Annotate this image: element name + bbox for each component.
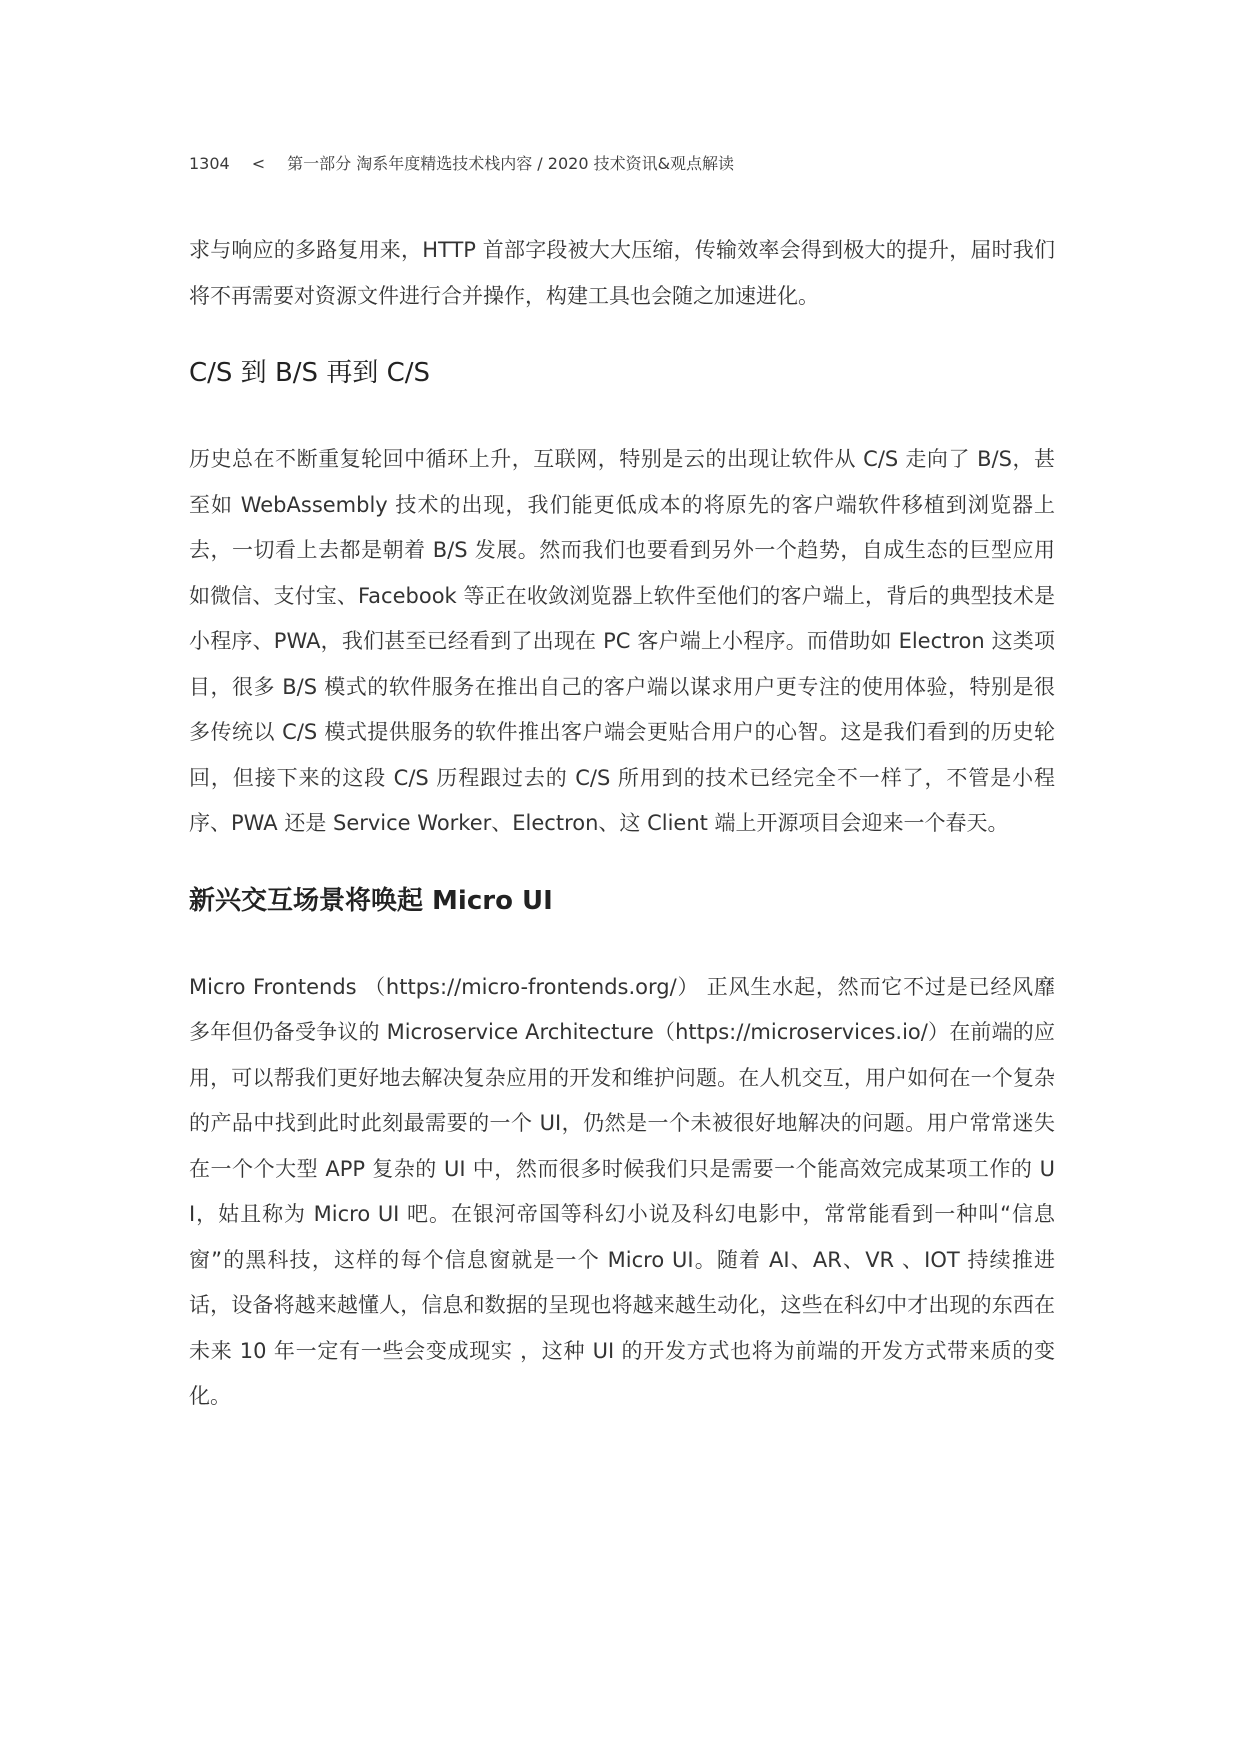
section-heading-cs-bs: C/S 到 B/S 再到 C/S [189, 358, 430, 388]
header-section-title: 第一部分 淘系年度精选技术栈内容 / 2020 技术资讯&观点解读 [287, 154, 735, 173]
header-separator: < [251, 154, 266, 173]
running-header [189, 152, 1069, 176]
page-number: 1304 [189, 154, 230, 173]
paragraph-cs-bs-history: 历史总在不断重复轮回中循环上升，互联网，特别是云的出现让软件从 C/S 走向了 B/S，甚至如 WebAssembly 技术的出现，我们能更低成本的将原先的客户端软件移植到浏览器上去，一切看上去都是朝着 B/S 发展。然而我们也要看到另外一个趋势，自成生态的巨型应用如微信、支付宝、Facebook 等正在收敛浏览器上软件至他们的客户端上，背后的典型技术是小程序、PWA，我们甚至已经看到了出现在 PC 客户端上小程序。而借助如 Electron 这类项目，很多 B/S 模式的软件服务在推出自己的客户端以谋求用户更专注的使用体验，特别是很多传统以 C/S 模式提供服务的软件推出客户端会更贴合用户的心智。这是我们看到的历史轮回，但接下来的这段 C/S 历程跟过去的 C/S 所用到的技术已经完全不一样了，不管是小程序、PWA 还是 Service Worker、Electron、这 Client 端上开源项目会迎来一个春天。 [189, 447, 1055, 835]
section-heading-micro-ui: 新兴交互场景将唤起 Micro UI [189, 885, 553, 916]
paragraph-continuation: 求与响应的多路复用来，HTTP 首部字段被大大压缩，传输效率会得到极大的提升，届时我们将不再需要对资源文件进行合并操作，构建工具也会随之加速进化。 [189, 238, 1055, 308]
paragraph-micro-ui: Micro Frontends （https://micro-frontends.org/） 正风生水起，然而它不过是已经风靡多年但仍备受争议的 Microservice Architecture（https://microservices.io/）在前端的应用，可以帮我们更好地去解决复杂应用的开发和维护问题。在人机交互，用户如何在一个复杂的产品中找到此时此刻最需要的一个 UI，仍然是一个未被很好地解决的问题。用户常常迷失在一个个大型 APP 复杂的 UI 中，然而很多时候我们只是需要一个能高效完成某项工作的 UI，姑且称为 Micro UI 吧。在银河帝国等科幻小说及科幻电影中，常常能看到一种叫“信息窗”的黑科技，这样的每个信息窗就是一个 Micro UI。随着 AI、AR、VR 、IOT 持续推进话，设备将越来越懂人，信息和数据的呈现也将越来越生动化，这些在科幻中才出现的东西在未来 10 年一定有一些会变成现实 ，这种 UI 的开发方式也将为前端的开发方式带来质的变化。 [189, 974, 1055, 1408]
body-content [189, 228, 1055, 1420]
